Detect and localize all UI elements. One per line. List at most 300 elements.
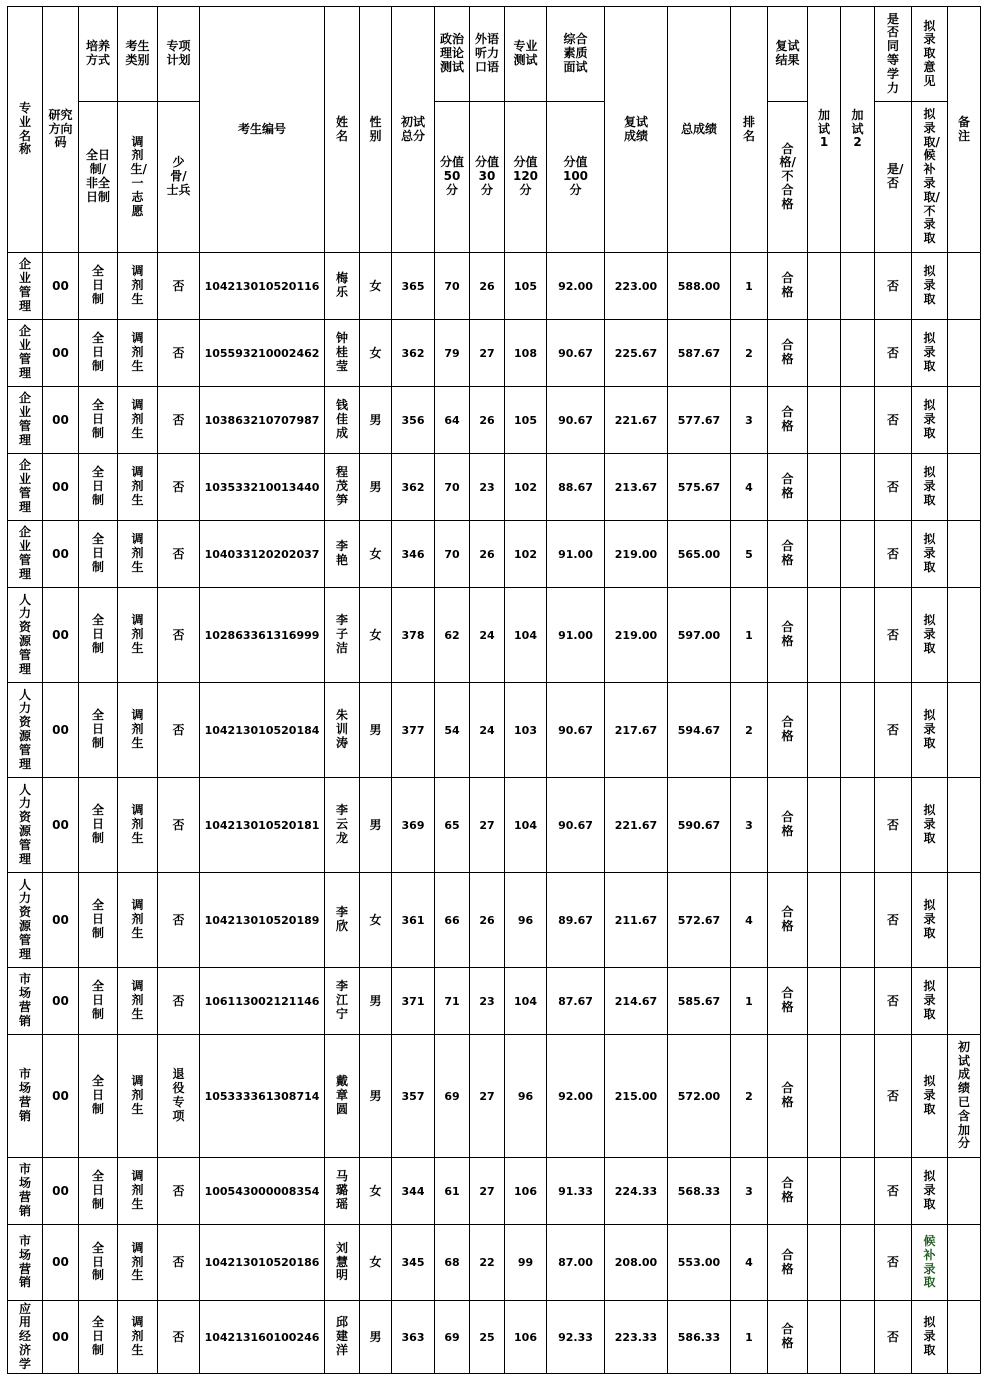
gender-value: 男 xyxy=(369,993,382,1008)
candidate-type-value: 调剂生 xyxy=(131,1240,144,1283)
code-value: 00 xyxy=(52,817,69,832)
retest-score-value: 219.00 xyxy=(614,547,658,561)
special-plan-value: 否 xyxy=(172,479,185,494)
study-mode-cell xyxy=(79,1035,118,1158)
total-score-cell xyxy=(668,521,731,588)
table-row xyxy=(8,521,981,588)
retest-result-cell xyxy=(768,387,808,454)
retest-result-value: 合格 xyxy=(781,338,794,366)
prelim-total-cell xyxy=(392,387,435,454)
extra1-cell xyxy=(808,1301,841,1374)
header-equiv: 是否同等学力 xyxy=(875,7,912,102)
study-mode-value: 全日制 xyxy=(92,331,105,373)
header-study-mode-sub: 全日制/非全日制 xyxy=(79,102,118,253)
candidate-no-value: 103533210013440 xyxy=(204,480,320,494)
total-score-cell xyxy=(668,320,731,387)
code-cell xyxy=(43,387,79,454)
interview-cell xyxy=(547,454,605,521)
name-value: 李云龙 xyxy=(336,803,349,845)
name-value: 钟桂莹 xyxy=(336,331,349,373)
rank-cell xyxy=(731,454,768,521)
intent-value: 拟录取 xyxy=(923,1074,936,1116)
foreign-cell xyxy=(470,1158,505,1225)
equiv-cell xyxy=(875,454,912,521)
politics-value: 71 xyxy=(444,994,460,1008)
extra2-cell xyxy=(841,588,875,683)
candidate-type-value: 调剂生 xyxy=(131,898,144,940)
foreign-value: 27 xyxy=(479,818,495,832)
study-mode-cell xyxy=(79,778,118,873)
gender-cell xyxy=(360,683,392,778)
foreign-cell xyxy=(470,521,505,588)
intent-cell xyxy=(912,454,948,521)
equiv-cell xyxy=(875,387,912,454)
politics-cell xyxy=(435,1225,470,1301)
special-plan-cell xyxy=(158,683,200,778)
politics-value: 70 xyxy=(444,480,460,494)
prelim-total-cell xyxy=(392,1301,435,1374)
header-candidate-no: 考生编号 xyxy=(200,7,325,253)
total-score-value: 590.67 xyxy=(677,818,721,832)
name-cell xyxy=(325,778,360,873)
professional-value: 105 xyxy=(514,413,537,427)
extra1-cell xyxy=(808,521,841,588)
rank-value: 1 xyxy=(745,279,753,293)
major-value: 市场营销 xyxy=(19,1233,32,1290)
total-score-value: 588.00 xyxy=(677,279,721,293)
politics-value: 68 xyxy=(444,1256,460,1270)
admission-table xyxy=(7,6,981,1374)
foreign-value: 23 xyxy=(479,480,495,494)
special-plan-cell xyxy=(158,588,200,683)
politics-cell xyxy=(435,778,470,873)
remark-cell xyxy=(948,454,981,521)
study-mode-value: 全日制 xyxy=(92,979,105,1021)
header-prelim-total: 初试总分 xyxy=(392,7,435,253)
extra2-cell xyxy=(841,454,875,521)
study-mode-cell xyxy=(79,1225,118,1301)
retest-result-cell xyxy=(768,454,808,521)
remark-value: 初试成绩已含加分 xyxy=(958,1039,971,1151)
study-mode-value: 全日制 xyxy=(92,465,105,507)
candidate-type-value: 调剂生 xyxy=(131,613,144,655)
special-plan-cell xyxy=(158,320,200,387)
candidate-no-cell xyxy=(200,320,325,387)
politics-value: 65 xyxy=(444,818,460,832)
foreign-cell xyxy=(470,588,505,683)
major-cell xyxy=(8,253,43,320)
equiv-value: 否 xyxy=(886,412,899,427)
header-intent: 拟录取意见 xyxy=(912,7,948,102)
header-interview-sub: 分值100分 xyxy=(547,102,605,253)
prelim-total-cell xyxy=(392,588,435,683)
special-plan-value: 否 xyxy=(172,912,185,927)
interview-value: 92.00 xyxy=(558,279,593,293)
intent-cell xyxy=(912,1035,948,1158)
total-score-cell xyxy=(668,873,731,968)
code-cell xyxy=(43,1225,79,1301)
foreign-cell xyxy=(470,778,505,873)
special-plan-value: 否 xyxy=(172,722,185,737)
interview-value: 92.00 xyxy=(558,1089,593,1103)
name-value: 刘慧明 xyxy=(336,1240,349,1283)
prelim-total-cell xyxy=(392,778,435,873)
rank-value: 2 xyxy=(745,346,753,360)
special-plan-value: 否 xyxy=(172,345,185,360)
gender-value: 男 xyxy=(369,1329,382,1344)
rank-cell xyxy=(731,683,768,778)
candidate-no-cell xyxy=(200,968,325,1035)
retest-score-value: 223.00 xyxy=(614,279,658,293)
extra1-cell xyxy=(808,387,841,454)
professional-value: 96 xyxy=(517,1089,534,1103)
interview-value: 87.00 xyxy=(558,1256,593,1270)
professional-cell xyxy=(505,968,547,1035)
intent-cell xyxy=(912,968,948,1035)
code-value: 00 xyxy=(52,912,69,927)
politics-cell xyxy=(435,968,470,1035)
foreign-value: 22 xyxy=(479,1256,495,1270)
total-score-cell xyxy=(668,968,731,1035)
candidate-no-value: 104213160100246 xyxy=(204,1330,320,1344)
rank-value: 3 xyxy=(745,413,753,427)
remark-cell xyxy=(948,521,981,588)
table-row xyxy=(8,1035,981,1158)
special-plan-value: 否 xyxy=(172,412,185,427)
name-cell xyxy=(325,873,360,968)
politics-cell xyxy=(435,683,470,778)
foreign-value: 27 xyxy=(479,1089,495,1103)
rank-value: 1 xyxy=(745,628,753,642)
table-row xyxy=(8,588,981,683)
name-value: 程茂笋 xyxy=(336,465,349,507)
gender-cell xyxy=(360,521,392,588)
retest-result-cell xyxy=(768,968,808,1035)
foreign-value: 26 xyxy=(479,547,495,561)
header-major: 专业名称 xyxy=(8,7,43,253)
prelim-total-value: 357 xyxy=(401,1089,425,1103)
remark-cell xyxy=(948,1301,981,1374)
politics-cell xyxy=(435,387,470,454)
candidate-type-cell xyxy=(118,873,158,968)
intent-value: 拟录取 xyxy=(923,398,936,440)
major-value: 人力资源管理 xyxy=(19,877,32,961)
equiv-value: 否 xyxy=(886,479,899,494)
politics-value: 70 xyxy=(444,279,460,293)
extra2-cell xyxy=(841,387,875,454)
study-mode-value: 全日制 xyxy=(92,398,105,440)
gender-cell xyxy=(360,387,392,454)
total-score-value: 577.67 xyxy=(677,413,721,427)
gender-value: 女 xyxy=(369,1255,382,1270)
interview-value: 91.00 xyxy=(558,547,593,561)
gender-cell xyxy=(360,320,392,387)
intent-value: 拟录取 xyxy=(923,979,936,1021)
major-value: 市场营销 xyxy=(19,972,32,1028)
remark-cell xyxy=(948,873,981,968)
retest-score-value: 224.33 xyxy=(614,1184,658,1198)
intent-cell xyxy=(912,1301,948,1374)
interview-cell xyxy=(547,1035,605,1158)
total-score-value: 597.00 xyxy=(677,628,721,642)
retest-result-cell xyxy=(768,320,808,387)
major-value: 应用经济学 xyxy=(19,1301,32,1371)
intent-value: 拟录取 xyxy=(923,803,936,845)
interview-cell xyxy=(547,1225,605,1301)
politics-value: 69 xyxy=(444,1330,460,1344)
equiv-cell xyxy=(875,253,912,320)
candidate-type-value: 调剂生 xyxy=(131,331,144,373)
header-remark: 备注 xyxy=(948,7,981,253)
candidate-type-cell xyxy=(118,521,158,588)
total-score-cell xyxy=(668,454,731,521)
retest-score-cell xyxy=(605,968,668,1035)
candidate-no-value: 105333361308714 xyxy=(204,1089,320,1103)
prelim-total-value: 346 xyxy=(401,547,425,561)
professional-cell xyxy=(505,521,547,588)
extra1-cell xyxy=(808,1035,841,1158)
code-value: 00 xyxy=(52,722,69,737)
gender-cell xyxy=(360,778,392,873)
major-value: 市场营销 xyxy=(19,1067,32,1123)
foreign-value: 25 xyxy=(479,1330,495,1344)
header-direction-code: 研究方向码 xyxy=(43,7,79,253)
equiv-cell xyxy=(875,968,912,1035)
candidate-type-value: 调剂生 xyxy=(131,1315,144,1357)
foreign-cell xyxy=(470,683,505,778)
prelim-total-cell xyxy=(392,873,435,968)
politics-cell xyxy=(435,253,470,320)
name-value: 邱建洋 xyxy=(336,1315,349,1357)
professional-value: 105 xyxy=(514,279,537,293)
retest-score-value: 225.67 xyxy=(614,346,658,360)
remark-cell xyxy=(948,588,981,683)
equiv-value: 否 xyxy=(886,1255,899,1270)
extra1-cell xyxy=(808,588,841,683)
major-value: 企业管理 xyxy=(19,458,32,514)
candidate-type-cell xyxy=(118,1158,158,1225)
retest-score-cell xyxy=(605,1035,668,1158)
code-cell xyxy=(43,683,79,778)
prelim-total-value: 361 xyxy=(401,913,425,927)
code-value: 00 xyxy=(52,993,69,1008)
extra1-cell xyxy=(808,1225,841,1301)
major-cell xyxy=(8,873,43,968)
foreign-value: 24 xyxy=(479,723,495,737)
rank-cell xyxy=(731,1158,768,1225)
header-total-score: 总成绩 xyxy=(668,7,731,253)
study-mode-value: 全日制 xyxy=(92,1074,105,1116)
candidate-no-cell xyxy=(200,1301,325,1374)
equiv-cell xyxy=(875,1301,912,1374)
professional-cell xyxy=(505,454,547,521)
professional-value: 102 xyxy=(514,480,537,494)
retest-score-cell xyxy=(605,521,668,588)
code-value: 00 xyxy=(52,1329,69,1344)
retest-score-value: 221.67 xyxy=(614,818,658,832)
gender-value: 男 xyxy=(369,479,382,494)
prelim-total-cell xyxy=(392,253,435,320)
foreign-cell xyxy=(470,320,505,387)
professional-cell xyxy=(505,683,547,778)
intent-value: 拟录取 xyxy=(923,613,936,655)
politics-cell xyxy=(435,588,470,683)
candidate-type-cell xyxy=(118,968,158,1035)
rank-value: 3 xyxy=(745,818,753,832)
table-row xyxy=(8,968,981,1035)
study-mode-cell xyxy=(79,588,118,683)
professional-value: 108 xyxy=(514,346,537,360)
special-plan-value: 否 xyxy=(172,817,185,832)
foreign-value: 27 xyxy=(479,346,495,360)
professional-value: 96 xyxy=(517,913,534,927)
retest-result-cell xyxy=(768,683,808,778)
study-mode-cell xyxy=(79,387,118,454)
equiv-value: 否 xyxy=(886,278,899,293)
study-mode-value: 全日制 xyxy=(92,532,105,574)
professional-cell xyxy=(505,320,547,387)
study-mode-value: 全日制 xyxy=(92,803,105,845)
prelim-total-cell xyxy=(392,1035,435,1158)
candidate-type-cell xyxy=(118,387,158,454)
retest-result-value: 合格 xyxy=(781,271,794,299)
code-cell xyxy=(43,1035,79,1158)
politics-value: 66 xyxy=(444,913,460,927)
header-candidate-type: 考生类别 xyxy=(118,7,158,102)
candidate-no-value: 105593210002462 xyxy=(204,346,320,360)
retest-score-cell xyxy=(605,454,668,521)
special-plan-cell xyxy=(158,1035,200,1158)
name-cell xyxy=(325,1035,360,1158)
rank-cell xyxy=(731,320,768,387)
total-score-value: 585.67 xyxy=(677,994,721,1008)
header-professional-sub: 分值120分 xyxy=(505,102,547,253)
major-cell xyxy=(8,521,43,588)
retest-result-value: 合格 xyxy=(781,986,794,1014)
equiv-value: 否 xyxy=(886,912,899,927)
retest-result-value: 合格 xyxy=(781,1081,794,1109)
politics-cell xyxy=(435,1158,470,1225)
equiv-cell xyxy=(875,1225,912,1301)
rank-cell xyxy=(731,1225,768,1301)
name-cell xyxy=(325,320,360,387)
total-score-value: 572.00 xyxy=(677,1089,721,1103)
equiv-cell xyxy=(875,1158,912,1225)
remark-cell xyxy=(948,778,981,873)
intent-value: 拟录取 xyxy=(923,1315,936,1357)
name-cell xyxy=(325,1158,360,1225)
rank-cell xyxy=(731,968,768,1035)
equiv-cell xyxy=(875,1035,912,1158)
header-foreign: 外语听力口语 xyxy=(470,7,505,102)
candidate-type-value: 调剂生 xyxy=(131,264,144,306)
study-mode-value: 全日制 xyxy=(92,898,105,940)
candidate-type-value: 调剂生 xyxy=(131,708,144,750)
retest-result-value: 合格 xyxy=(781,472,794,500)
gender-cell xyxy=(360,968,392,1035)
retest-result-cell xyxy=(768,1225,808,1301)
name-cell xyxy=(325,588,360,683)
name-value: 李欣 xyxy=(336,905,349,933)
candidate-no-cell xyxy=(200,1225,325,1301)
name-cell xyxy=(325,253,360,320)
code-value: 00 xyxy=(52,1255,69,1270)
rank-cell xyxy=(731,521,768,588)
major-cell xyxy=(8,1225,43,1301)
extra2-cell xyxy=(841,521,875,588)
intent-cell xyxy=(912,1225,948,1301)
table-row xyxy=(8,1158,981,1225)
retest-score-value: 221.67 xyxy=(614,413,658,427)
foreign-value: 23 xyxy=(479,994,495,1008)
name-value: 钱佳成 xyxy=(336,398,349,440)
intent-value: 候补录取 xyxy=(923,1233,936,1290)
name-value: 戴章圆 xyxy=(336,1074,349,1116)
gender-value: 女 xyxy=(369,1183,382,1198)
major-cell xyxy=(8,320,43,387)
prelim-total-value: 362 xyxy=(401,346,425,360)
total-score-value: 553.00 xyxy=(677,1256,721,1270)
gender-cell xyxy=(360,1225,392,1301)
code-cell xyxy=(43,778,79,873)
candidate-type-value: 调剂生 xyxy=(131,532,144,574)
gender-value: 男 xyxy=(369,722,382,737)
code-cell xyxy=(43,1158,79,1225)
special-plan-cell xyxy=(158,778,200,873)
table-row xyxy=(8,1301,981,1374)
interview-cell xyxy=(547,1301,605,1374)
total-score-value: 568.33 xyxy=(677,1184,721,1198)
foreign-value: 27 xyxy=(479,1184,495,1198)
retest-result-value: 合格 xyxy=(781,620,794,648)
retest-score-cell xyxy=(605,387,668,454)
code-cell xyxy=(43,320,79,387)
retest-score-cell xyxy=(605,873,668,968)
intent-cell xyxy=(912,873,948,968)
extra2-cell xyxy=(841,1225,875,1301)
study-mode-value: 全日制 xyxy=(92,1240,105,1283)
special-plan-cell xyxy=(158,1158,200,1225)
header-study-mode: 培养方式 xyxy=(79,7,118,102)
special-plan-cell xyxy=(158,454,200,521)
intent-cell xyxy=(912,1158,948,1225)
extra2-cell xyxy=(841,1035,875,1158)
extra1-cell xyxy=(808,1158,841,1225)
header-politics: 政治理论测试 xyxy=(435,7,470,102)
header-professional: 专业测试 xyxy=(505,7,547,102)
equiv-cell xyxy=(875,683,912,778)
prelim-total-value: 365 xyxy=(401,279,425,293)
name-cell xyxy=(325,1301,360,1374)
prelim-total-cell xyxy=(392,1225,435,1301)
retest-result-value: 合格 xyxy=(781,905,794,933)
rank-value: 4 xyxy=(745,1256,753,1270)
retest-score-cell xyxy=(605,1158,668,1225)
interview-cell xyxy=(547,387,605,454)
equiv-value: 否 xyxy=(886,345,899,360)
retest-score-value: 214.67 xyxy=(614,994,658,1008)
study-mode-cell xyxy=(79,320,118,387)
extra2-cell xyxy=(841,253,875,320)
prelim-total-value: 363 xyxy=(401,1330,425,1344)
interview-value: 90.67 xyxy=(558,818,593,832)
retest-result-cell xyxy=(768,588,808,683)
prelim-total-cell xyxy=(392,320,435,387)
candidate-no-cell xyxy=(200,873,325,968)
professional-cell xyxy=(505,1158,547,1225)
special-plan-cell xyxy=(158,873,200,968)
extra2-cell xyxy=(841,1301,875,1374)
